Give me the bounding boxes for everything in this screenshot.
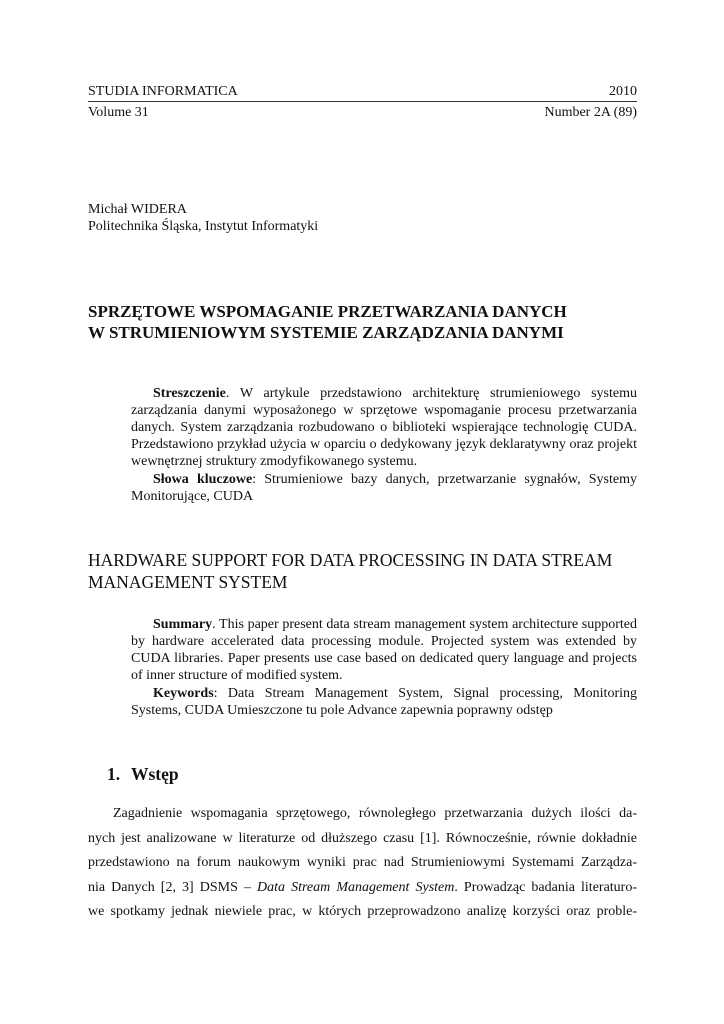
abstract-polish-label: Streszczenie	[153, 386, 226, 401]
journal-volume: Volume 31	[88, 105, 149, 120]
section-body	[88, 802, 637, 925]
abstract-polish	[131, 385, 637, 505]
body-line-segment: . Prowadząc badania literaturo-	[454, 879, 637, 895]
body-line: nych jest analizowane w literaturze od dłuższego czasu [1]. Równocześnie, równie dokładnie	[88, 830, 637, 846]
keywords-polish-text: : Strumieniowe bazy danych, przetwarzanie sygnałów, Systemy Monitorujące, CUDA	[131, 472, 637, 504]
journal-name: STUDIA INFORMATICA	[88, 84, 238, 99]
title-english-line1: HARDWARE SUPPORT FOR DATA PROCESSING IN DATA STREAM	[88, 550, 613, 570]
title-english-line2: MANAGEMENT SYSTEM	[88, 572, 288, 592]
section-heading	[107, 763, 179, 785]
author-name: Michał WIDERA	[88, 202, 187, 217]
body-line: przedstawiono na forum naukowym wyniki prac nad Strumieniowymi Systemami Zarządza-	[88, 855, 637, 870]
body-line: Zagadnienie wspomagania sprzętowego, równoległego przetwarzania dużych ilości da-	[113, 806, 637, 821]
abstract-english-label: Summary	[153, 617, 213, 632]
journal-year: 2010	[609, 84, 637, 99]
keywords-english-paragraph	[131, 685, 637, 719]
body-line: we spotkamy jednak niewiele prac, w których przeprowadzono analizę korzyści oraz proble-	[88, 904, 637, 919]
body-line	[88, 876, 637, 901]
abstract-polish-text: . W artykule przedstawiono architekturę strumieniowego systemu zarządzania danymi wyposażonego w sprzętowe wspomaganie procesu przetwarzania danych. System zarządzania rozbudowano o biblioteki wspierające technologię CUDA. Przedstawiono przykład użycia w oparciu o dedykowany język deklaratywny oraz projekt wewnętrznej struktury zmodyfikowanego systemu.	[131, 386, 637, 469]
title-polish	[88, 301, 648, 343]
keywords-polish-paragraph	[131, 471, 637, 505]
body-line-segment: nia Danych [2, 3] DSMS –	[88, 879, 258, 895]
title-polish-line2: W STRUMIENIOWYM SYSTEMIE ZARZĄDZANIA DANYMI	[88, 323, 564, 342]
title-english	[88, 549, 648, 593]
keywords-english-text: : Data Stream Management System, Signal processing, Monitoring Systems, CUDA Umieszczone tu pole Advance zapewnia poprawny odstęp	[131, 686, 637, 718]
abstract-english	[131, 616, 637, 719]
abstract-english-text: . This paper present data stream management system architecture supported by hardware accelerated data processing module. Projected system was extended by CUDA libraries. Paper presents use case based on dedicated query language and projects of inner structure of modified system.	[131, 617, 637, 683]
section-number: 1.	[107, 764, 121, 784]
abstract-polish-paragraph	[131, 385, 637, 470]
abstract-english-paragraph	[131, 616, 637, 684]
keywords-polish-label: Słowa kluczowe	[153, 472, 253, 487]
section-title: Wstęp	[131, 764, 179, 784]
journal-number: Number 2A (89)	[544, 105, 637, 120]
title-polish-line1: SPRZĘTOWE WSPOMAGANIE PRZETWARZANIA DANYCH	[88, 302, 567, 321]
dsms-expansion: Data Stream Management System	[257, 879, 455, 895]
author-affiliation: Politechnika Śląska, Instytut Informatyki	[88, 219, 319, 234]
keywords-english-label: Keywords	[153, 686, 214, 701]
header-rule	[88, 101, 637, 102]
